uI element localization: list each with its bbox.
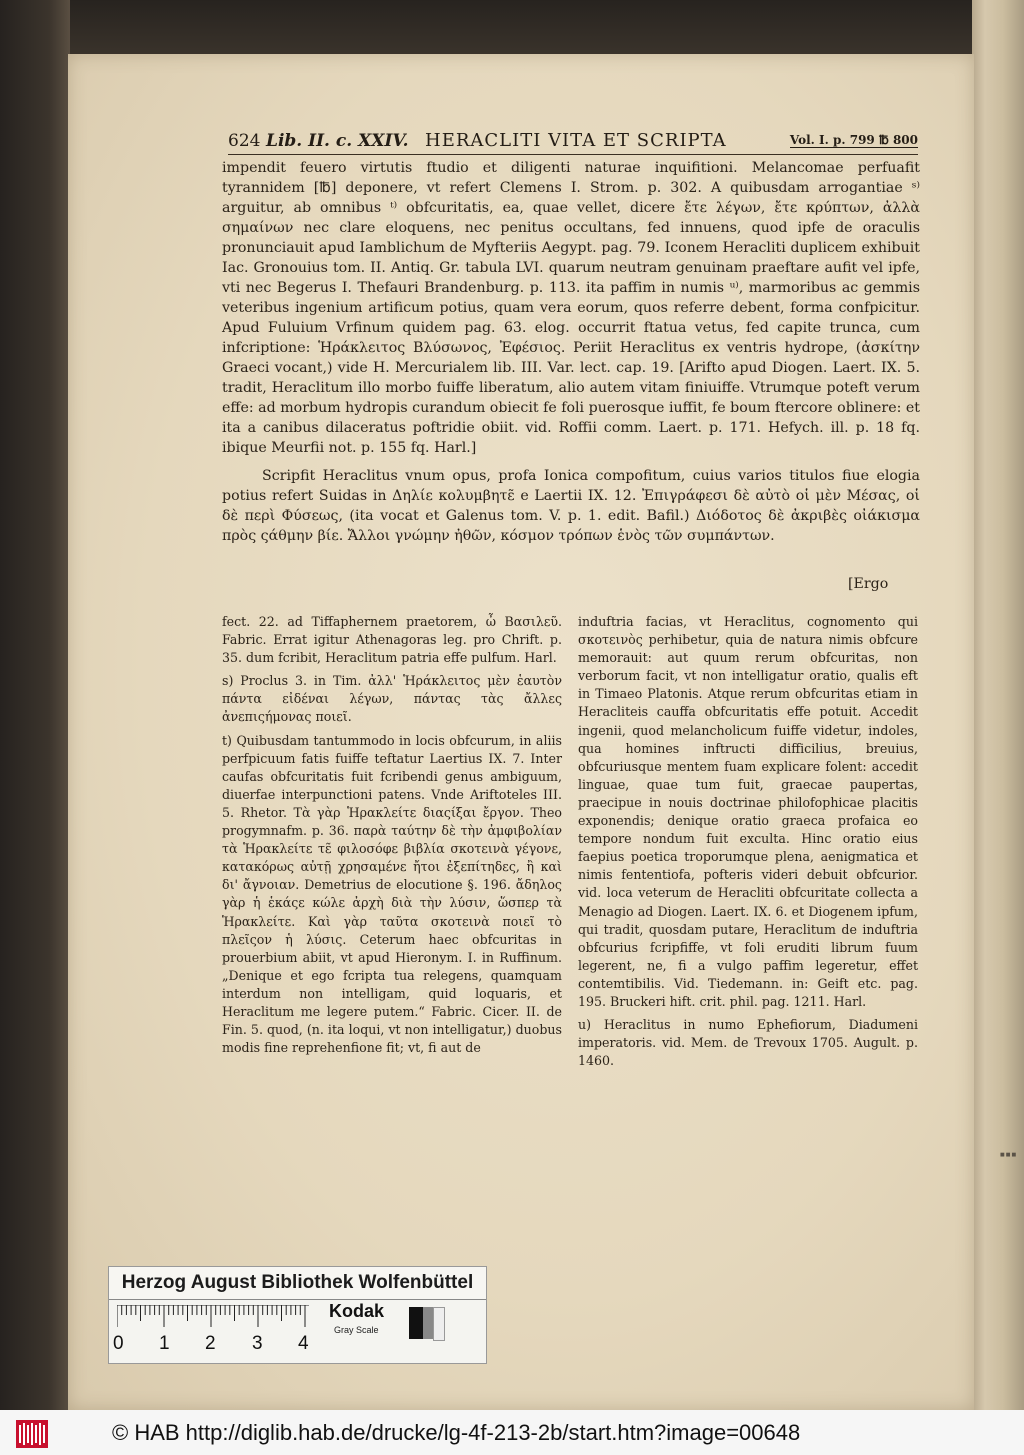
volume-reference: Vol. I. p. 799 ℔ 800	[789, 133, 918, 147]
kodak-brand: Kodak	[329, 1301, 385, 1321]
catchword: [Ergo	[848, 576, 889, 592]
running-header	[228, 128, 918, 154]
footnote-t-continued: induftria facias, vt Heraclitus, cognomento qui σκοτεινὸς perhibetur, quia de natura nimis obfcure memorauit: aut quum rerum obfcuritas, non verborum facit, vt non intelligatur oratio, qualis eft in Timaeo Platonis. Atque rerum obfcuritas etiam in Heracliteis cauffa obfcuritatis effe potuit. Accedit ingenii, quod melancholicum fuiffe videtur, indoles, qua homines inftructi difficilius, breuius, obfcuriusque mentem fuam explicare folent: accedit linguae, quae tum fuit, graecae paupertas, praecipue in nouis doctrinae philofophicae placitis exponendis; denique oratio graeca profaica eo tempore nondum fuit exculta. Hinc oratio eius faepius poetica troporumque plena, aenigmatica et nimis fententiofa, pofteris videri debuit obfcurior. vid. loca veterum de Heracliti obfcuritate collecta a Menagio ad Diogen. Laert. IX. 6. et Diogenem ipfum, qui tradit, quosdam putare, Heraclitum de induftria obfcurius fcripfiffe, vt foli eruditi librum fuum legerent, ne, fi a vulgo paffim legeretur, effet contemtibilis. Vid. Tiedemann. in: Geift etc. pag. 195. Bruckeri hift. crit. phil. pag. 1211. Harl.	[578, 614, 918, 1009]
ruler-digit: 0	[113, 1333, 124, 1354]
running-title: HERACLITI VITA ET SCRIPTA	[425, 130, 727, 151]
library-name: Herzog August Bibliothek Wolfenbüttel	[109, 1267, 486, 1300]
ruler-digit: 3	[252, 1333, 263, 1354]
color-scale-ruler	[108, 1266, 487, 1364]
footnote-s: s) Proclus 3. in Tim. ἀλλ' Ἡράκλειτος μὲν ἑαυτὸν πάντα εἰδέναι λέγων, πάντας τὰς ἄλλες ἀνεπιςήμονας ποιεῖ.	[222, 673, 562, 725]
ruler-digit: 4	[298, 1333, 309, 1354]
footnote-t: t) Quibusdam tantummodo in locis obfcurum, in aliis perfpicuum fatis fuiffe teftatur Laertius IX. 7. Inter caufas obfcuritatis fuit fcribendi genus ambiguum, diuerfae interpunctioni patens. Vnde Ariftoteles III. 5. Rhetor. Τὰ γὰρ Ἡρακλείτε διαςίξαι ἔργον. Theo progymnafm. p. 36. παρὰ ταύτην δὲ τὴν ἀμφιβολίαν τὰ Ἡρακλείτε τε̃ φιλοσόφε βιβλία σκοτεινὰ γέγονε, κατακόρως αὐτῇ χρησαμένε ἤτοι ἐξεπίτηδες, ἢ καὶ δι' ἄγνοιαν. Demetrius de elocutione §. 196. ἄδηλος γὰρ ἡ ἑκάςε κώλε ἀρχὴ διὰ τὴν λύσιν, ὥσπερ τὰ Ἡρακλείτε. Καὶ γὰρ ταῦτα σκοτεινὰ ποιεῖ τὸ πλεῖςον ἡ λύσις. Ceterum haec obfcuritas in prouerbium abiit, vt apud Hieronym. I. in Ruffinum. „Denique et ego fcripta tua relegens, quamquam interdum non intelligam, quid loquaris, et Heraclitum me legere putem.“ Fabric. Cicer. II. de Fin. 5. quod, (n. ita loqui, vt non intelligatur,) duobus modis fine reprehenfione fit; vt, fi aut de	[222, 732, 562, 1056]
copyright-url[interactable]: © HAB http://diglib.hab.de/drucke/lg-4f-213-2b/start.htm?image=00648	[112, 1420, 801, 1445]
scan-background-left	[0, 0, 70, 1410]
page-number: 624	[228, 131, 261, 151]
footnote-continued: fect. 22. ad Tiffaphernem praetorem, ὦ Βασιλεῦ. Fabric. Errat igitur Athenagoras leg. pro Chrift. p. 35. dum fcribit, Heraclitum patria effe pulfum. Harl.	[222, 614, 562, 666]
hab-logo-icon	[16, 1420, 48, 1448]
facing-page-edge	[972, 0, 1024, 1410]
gray-swatch-mid	[423, 1307, 433, 1339]
ruler-digit: 2	[205, 1333, 216, 1354]
scan-background-top	[0, 0, 1024, 56]
ruler-digit: 1	[159, 1333, 170, 1354]
gray-scale-label: Gray Scale	[334, 1325, 379, 1335]
main-text-block	[222, 158, 920, 546]
ruler-ticks	[117, 1305, 317, 1327]
footnotes-right-column	[578, 613, 918, 1075]
main-paragraph-1: impendit feuero virtutis ftudio et diligenti naturae inquifitioni. Melancomae perfuafit tyrannidem [℔] deponere, vt refert Clemens I. Strom. p. 302. A quibusdam arrogantiae ˢ⁾ arguitur, ab omnibus ᵗ⁾ obfcuritatis, ea, quae vellet, dicere ἔτε λέγων, ἔτε κρύπτων, ἀλλὰ σημαίνων nec clare eloquens, nec penitus occultans, fed innuens, quod ipfe de oraculis pronunciauit apud Iamblichum de Myfteriis Aegypt. pag. 79. Iconem Heracliti duplicem exhibuit Iac. Gronouius tom. II. Antiq. Gr. tabula LVI. quarum neutram genuinam praeftare aufit vel ipfe, vti nec Begerus I. Thefauri Brandenburg. p. 113. ita paffim in numis ᵘ⁾, marmoribus ac gemmis veteribus ingenium artificum potius, quam vera eorum, quos referre debent, forma confpicitur. Apud Fuluium Vrfinum quidem pag. 63. elog. occurrit ftatua vetus, fed capite trunca, cum infcriptione: Ἡράκλειτος Βλύσωνος, Ἐφέσιος. Periit Heraclitus ex ventris hydrope, (ἀσκίτην Graeci vocant,) vide H. Mercurialem lib. III. Var. lect. cap. 19. [Arifto apud Diogen. Laert. IX. 5. tradit, Heraclitum illo morbo fuiffe liberatum, alio autem vitam finiuiffe. Vtrumque poteft verum effe: ad morbum hydropis curandum obiecit fe foli puerosque iuffit, fe boum ftercore oblinere: et ita a canibus dilaceratus poftridie obiit. vid. Roffii comm. Laert. p. 171. Hefych. ill. p. 18 fq. ibique Meurfii not. p. 155 fq. Harl.]	[222, 160, 920, 456]
gray-swatch-light	[433, 1307, 445, 1341]
chapter-reference: Lib. II. c. XXIV.	[266, 131, 409, 151]
footnotes-left-column	[222, 613, 562, 1062]
footnote-u: u) Heraclitus in numo Ephefiorum, Diadumeni imperatoris. vid. Mem. de Trevoux 1705. Augult. p. 1460.	[578, 1017, 918, 1069]
header-rule	[228, 154, 918, 155]
edge-mark: ■■■	[1000, 1152, 1018, 1158]
main-paragraph-2: Scripfit Heraclitus vnum opus, profa Ionica compofitum, cuius varios titulos fiue elogia potius refert Suidas in Δηλίε κολυμβητε̃ e Laertii IX. 12. Ἐπιγράφεσι δὲ αὐτὸ οἱ μὲν Μέσας, οἱ δὲ περὶ Φύσεως, (ita vocat et Galenus tom. V. p. 1. edit. Bafil.) Διόδοτος δὲ ἀκριβὲς οἰάκισμα πρὸς ςάθμην βίε. Ἄλλοι γνώμην ἠθῶν, κόσμον τρόπων ἑνὸς τῶν συμπάντων.	[222, 468, 920, 544]
gray-swatch-dark	[409, 1307, 423, 1339]
